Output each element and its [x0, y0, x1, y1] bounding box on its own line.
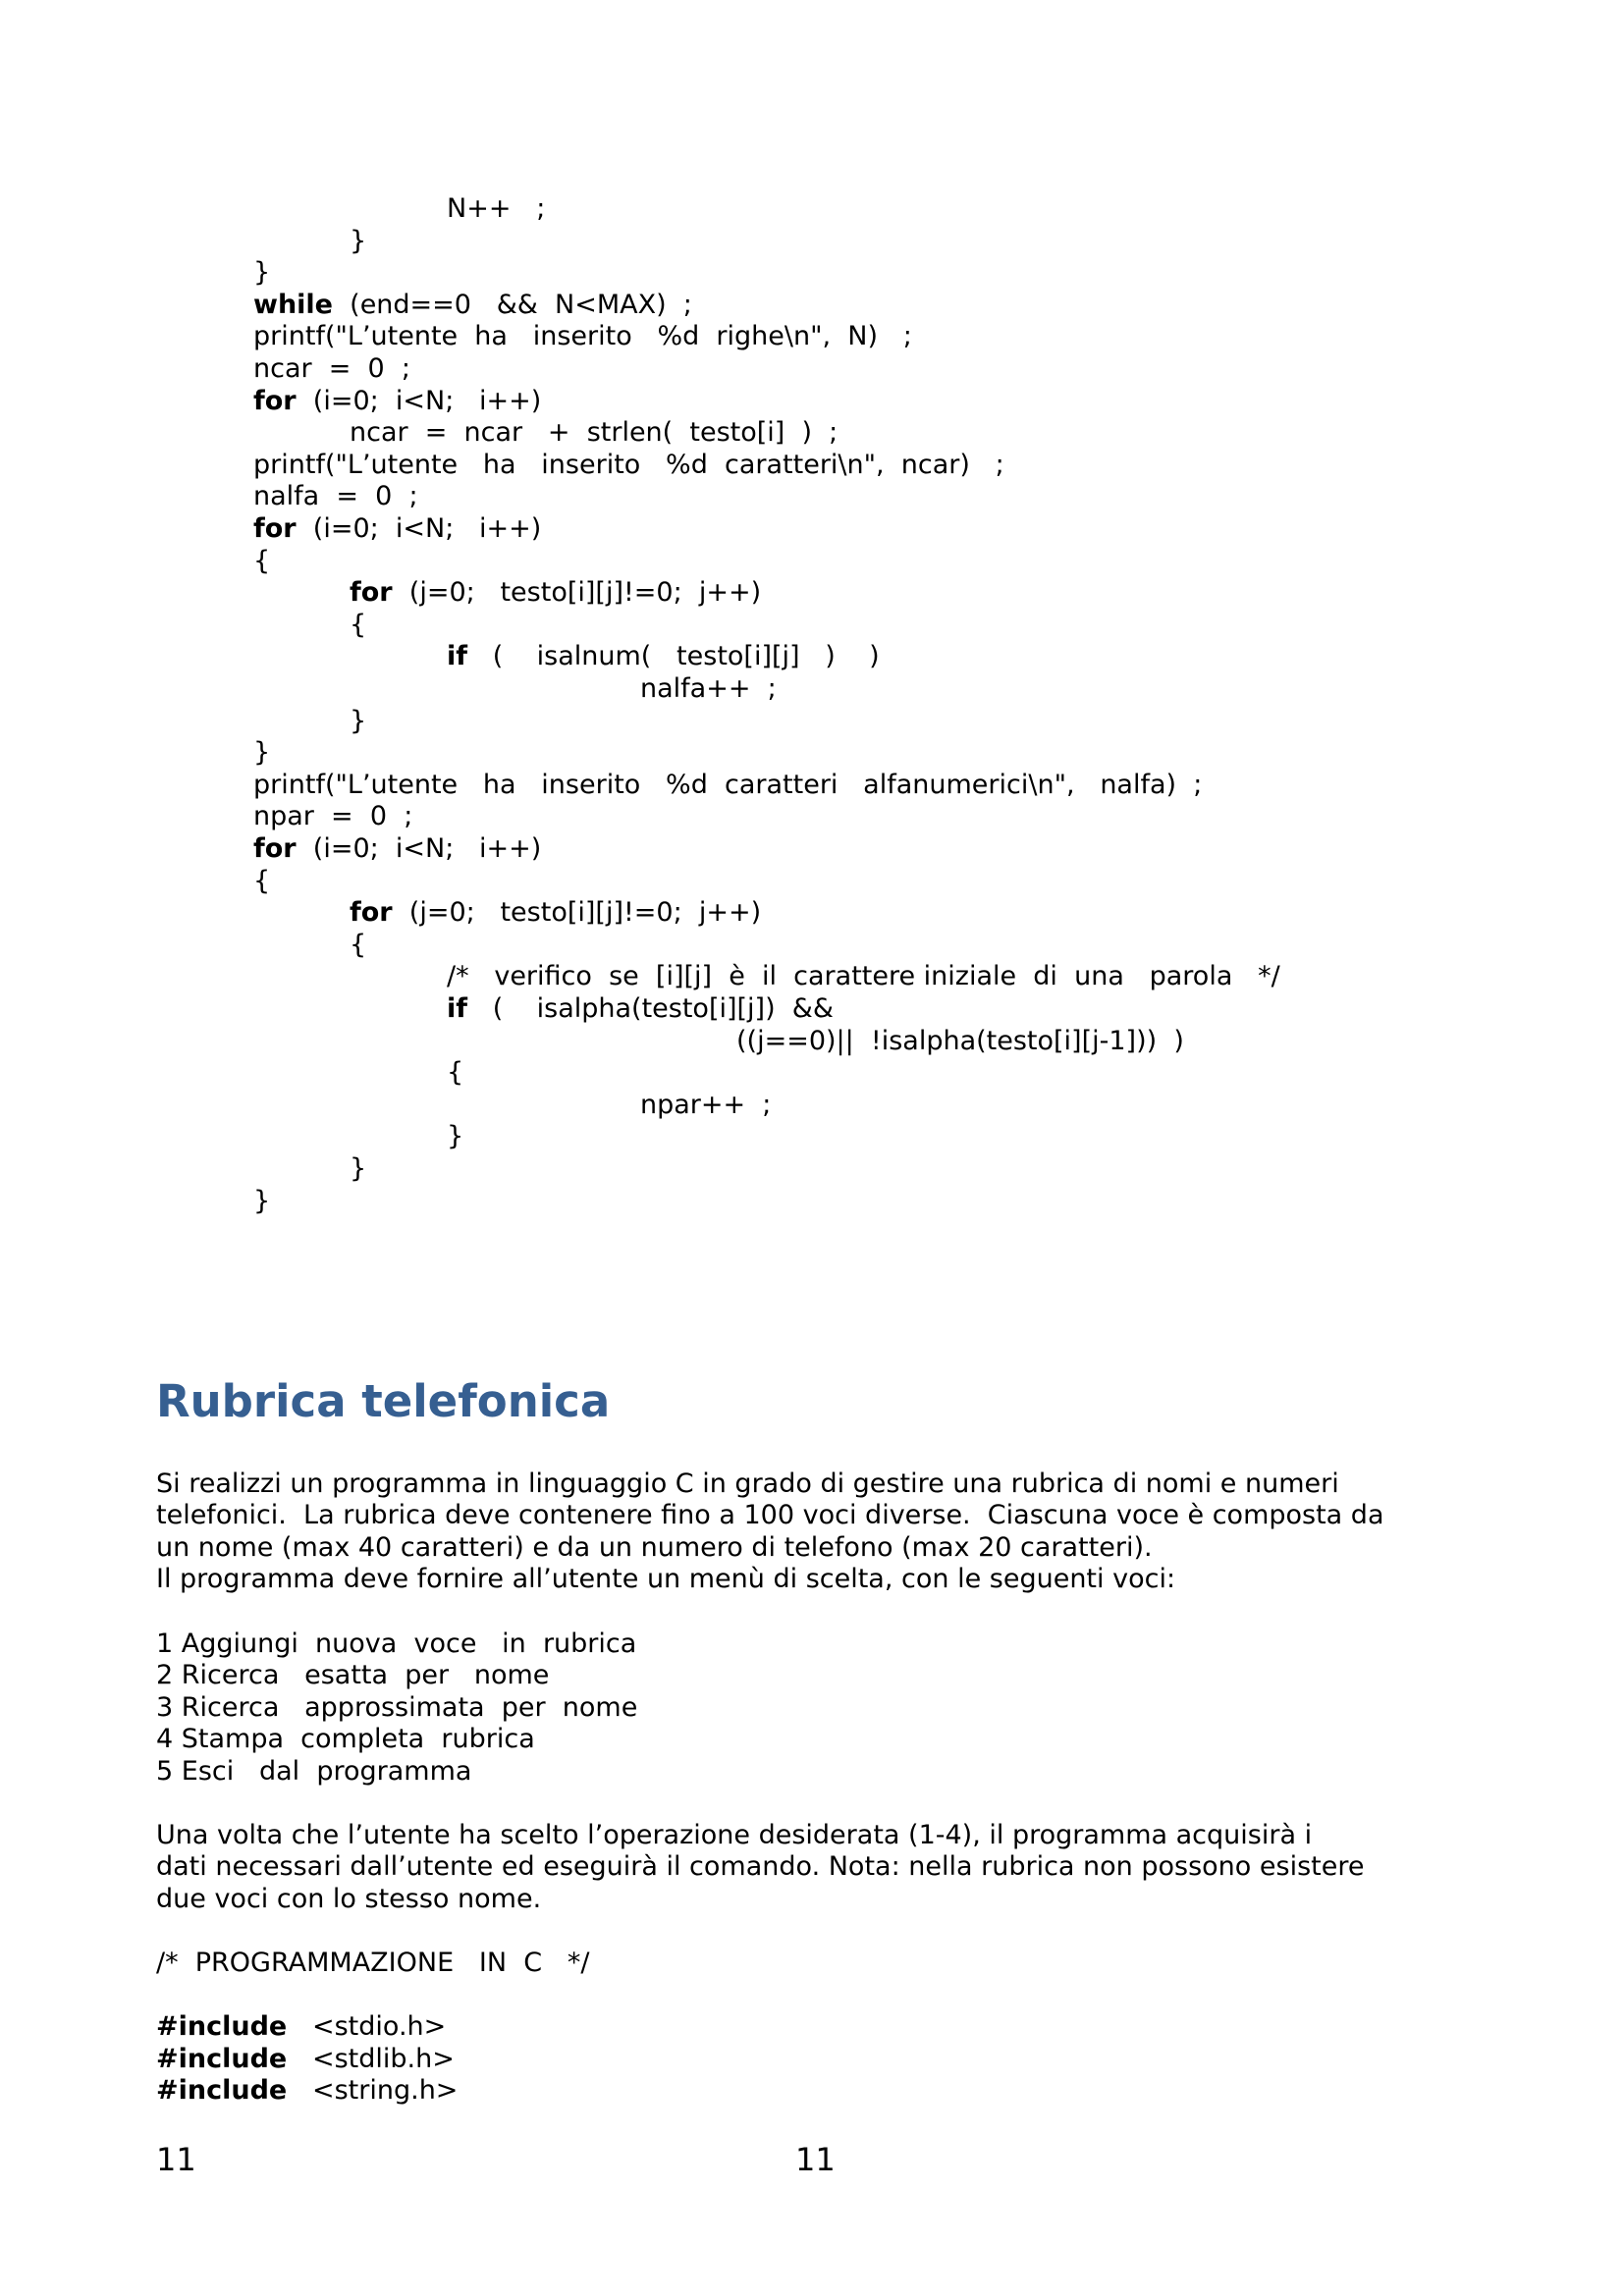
- code-text: N++ ;: [447, 193, 546, 224]
- code-line: [253, 290, 692, 321]
- code-text: }: [253, 1186, 271, 1216]
- code-text: npar++ ;: [640, 1090, 772, 1120]
- code-text: (i=0; i<N; i++): [296, 833, 542, 864]
- code-text: ((j==0)|| !isalpha(testo[i][j-1])) ): [736, 1026, 1184, 1056]
- code-line: [640, 673, 777, 705]
- include-keyword: #include: [156, 2011, 288, 2042]
- code-line: [447, 961, 1280, 992]
- include-file: <string.h>: [287, 2075, 459, 2106]
- include-keyword: #include: [156, 2075, 288, 2106]
- code-keyword: if: [447, 641, 468, 671]
- code-line: [447, 1121, 463, 1152]
- code-line: [640, 1090, 771, 1121]
- code-text: (i=0; i<N; i++): [296, 513, 542, 544]
- paragraph-line: Una volta che l’utente ha scelto l’operazione desiderata (1-4), il programma acquisirà i: [156, 1820, 1313, 1850]
- code-line: [350, 706, 366, 737]
- code-text: (i=0; i<N; i++): [296, 386, 542, 416]
- code-text: npar = 0 ;: [253, 801, 413, 831]
- code-keyword: for: [253, 513, 297, 544]
- code-text: printf("L’utente ha inserito %d righe\n", N) ;: [253, 321, 912, 351]
- paragraph-line: un nome (max 40 caratteri) e da un numero di telefono (max 20 caratteri).: [156, 1532, 1153, 1563]
- code-line: [350, 610, 366, 641]
- code-line: [253, 513, 541, 545]
- include-keyword: #include: [156, 2044, 288, 2074]
- code-text: printf("L’utente ha inserito %d caratteri alfanumerici\n", nalfa) ;: [253, 770, 1203, 800]
- code-text: /* verifico se [i][j] è il carattere iniziale di una parola */: [447, 961, 1280, 991]
- code-text: ncar = 0 ;: [253, 353, 410, 384]
- code-line: [253, 737, 270, 769]
- code-keyword: if: [447, 993, 468, 1024]
- code-keyword: for: [253, 386, 297, 416]
- code-keyword: while: [253, 290, 333, 320]
- code-line: [350, 1153, 366, 1185]
- code-line: [253, 450, 1004, 481]
- code-line: [350, 417, 838, 449]
- code-text: }: [350, 706, 367, 736]
- code-text: {: [350, 930, 367, 960]
- code-text: {: [350, 610, 367, 640]
- code-line: [253, 1186, 270, 1217]
- include-line: [156, 2011, 446, 2043]
- paragraph-line: dati necessari dall’utente ed eseguirà il comando. Nota: nella rubrica non possono esistere: [156, 1851, 1365, 1882]
- include-file: <stdio.h>: [287, 2011, 447, 2042]
- code-line: [447, 193, 545, 225]
- code-keyword: for: [253, 833, 297, 864]
- menu-item: 2 Ricerca esatta per nome: [156, 1660, 550, 1690]
- code-text: (end==0 && N<MAX) ;: [333, 290, 692, 320]
- code-line: [253, 321, 912, 352]
- paragraph-line: due voci con lo stesso nome.: [156, 1884, 542, 1914]
- code-text: {: [253, 546, 271, 576]
- code-keyword: for: [350, 577, 393, 608]
- code-line: [253, 833, 541, 865]
- code-text: ncar = ncar + strlen( testo[i] ) ;: [350, 417, 839, 448]
- code-line: [253, 353, 410, 385]
- paragraph-line: Si realizzi un programma in linguaggio C in grado di gestire una rubrica di nomi e numeri: [156, 1468, 1339, 1499]
- paragraph-line: Il programma deve fornire all’utente un menù di scelta, con le seguenti voci:: [156, 1564, 1176, 1594]
- code-text: (j=0; testo[i][j]!=0; j++): [392, 577, 762, 608]
- code-line: [350, 897, 761, 929]
- menu-item: 3 Ricerca approssimata per nome: [156, 1692, 638, 1723]
- page-number-center: 11: [795, 2141, 836, 2178]
- code-text: }: [350, 1153, 367, 1184]
- code-line: [253, 866, 270, 897]
- code-line: [350, 930, 366, 961]
- code-text: {: [253, 866, 271, 896]
- code-line: [253, 257, 270, 289]
- code-line: [447, 993, 834, 1025]
- code-line: [253, 801, 412, 832]
- code-line: [253, 386, 541, 417]
- code-text: ( isalnum( testo[i][j] ) ): [467, 641, 880, 671]
- section-title: Rubrica telefonica: [156, 1375, 611, 1427]
- code-comment: /* PROGRAMMAZIONE IN C */: [156, 1948, 590, 1978]
- menu-item: 5 Esci dal programma: [156, 1756, 472, 1787]
- code-text: {: [447, 1057, 464, 1088]
- code-line: [447, 1057, 463, 1089]
- code-text: }: [350, 226, 367, 256]
- code-text: (j=0; testo[i][j]!=0; j++): [392, 897, 762, 928]
- code-line: [253, 481, 418, 512]
- code-text: }: [253, 257, 271, 288]
- code-line: [447, 641, 880, 672]
- code-text: ( isalpha(testo[i][j]) &&: [467, 993, 834, 1024]
- code-text: }: [447, 1121, 464, 1151]
- code-line: [736, 1026, 1184, 1057]
- code-text: }: [253, 737, 271, 768]
- code-text: nalfa++ ;: [640, 673, 777, 704]
- paragraph-line: telefonici. La rubrica deve contenere fino a 100 voci diverse. Ciascuna voce è composta da: [156, 1500, 1384, 1530]
- menu-item: 4 Stampa completa rubrica: [156, 1724, 535, 1754]
- code-text: nalfa = 0 ;: [253, 481, 418, 511]
- page-number-left: 11: [156, 2141, 196, 2178]
- code-line: [350, 577, 761, 609]
- include-line: [156, 2044, 455, 2075]
- code-line: [253, 546, 270, 577]
- code-line: [350, 226, 366, 257]
- code-keyword: for: [350, 897, 393, 928]
- code-line: [253, 770, 1202, 801]
- menu-item: 1 Aggiungi nuova voce in rubrica: [156, 1629, 637, 1659]
- code-text: printf("L’utente ha inserito %d caratteri\n", ncar) ;: [253, 450, 1004, 480]
- include-file: <stdlib.h>: [287, 2044, 455, 2074]
- include-line: [156, 2075, 458, 2107]
